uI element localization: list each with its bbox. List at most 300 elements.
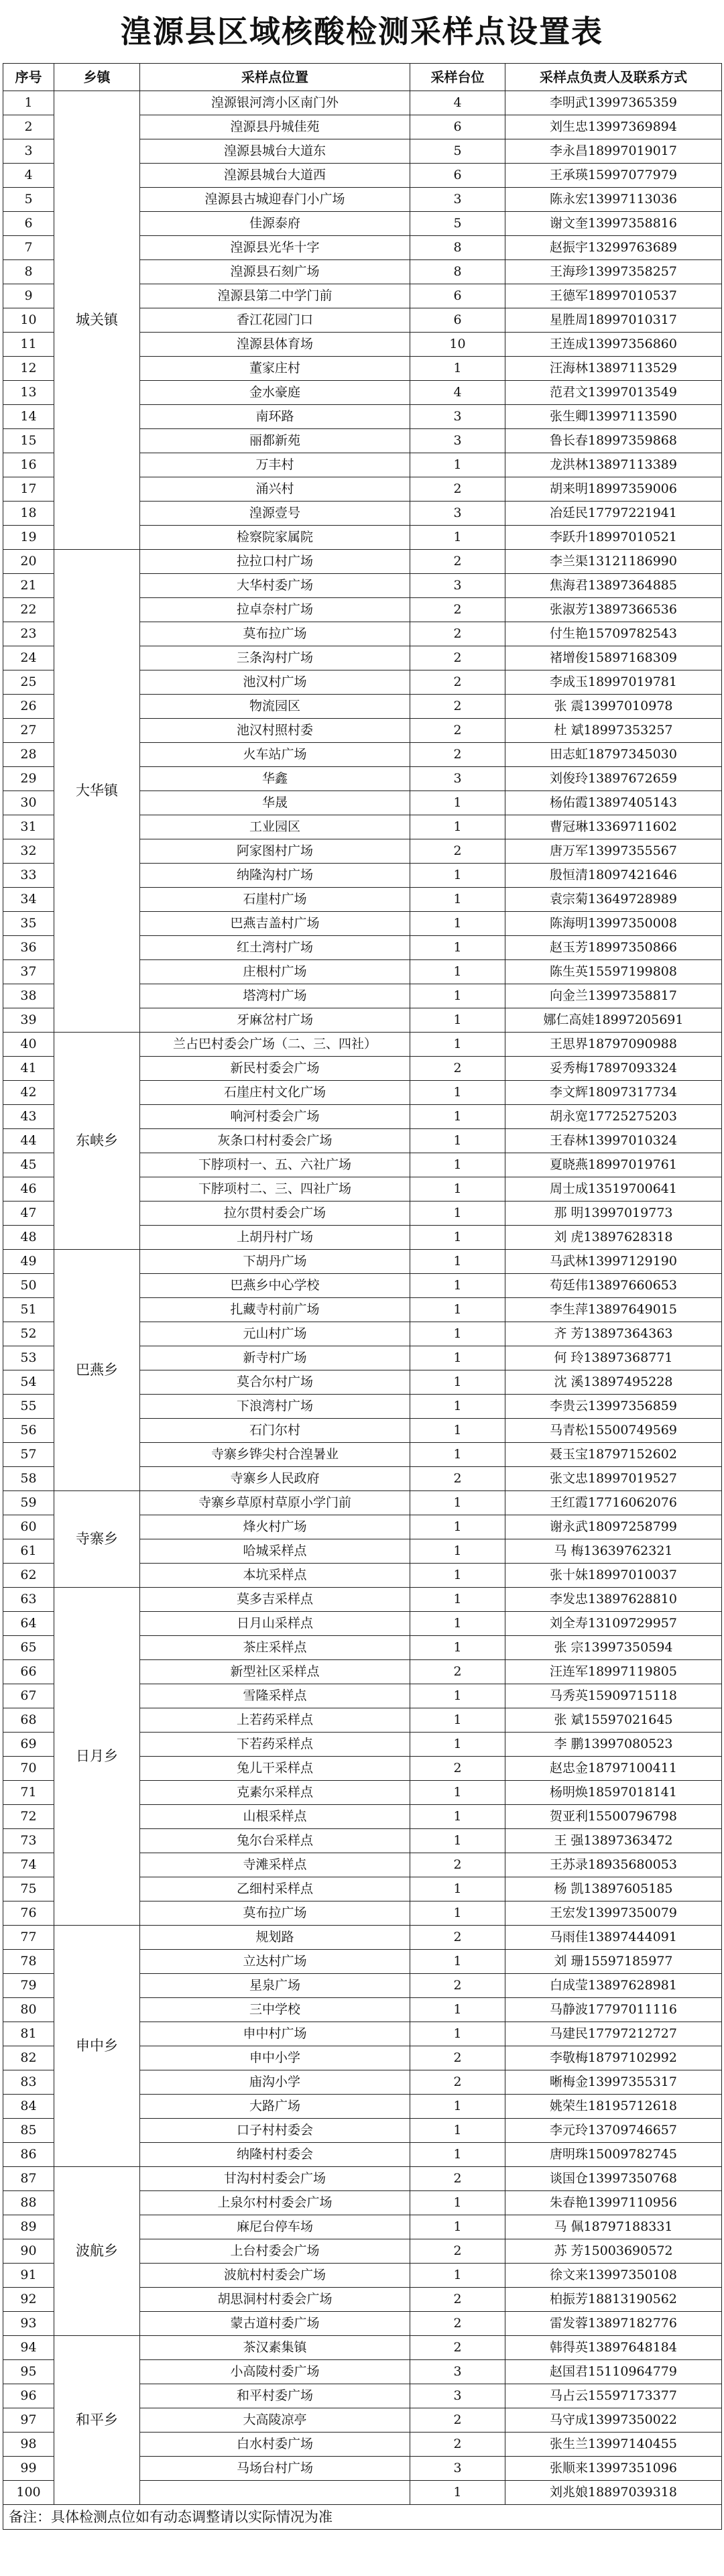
- location-cell: 湟源县古城迎春门小广场: [140, 188, 410, 212]
- stations-cell: 1: [410, 2264, 505, 2288]
- contact-cell: 向金兰13997358817: [505, 984, 722, 1008]
- stations-cell: 2: [410, 1853, 505, 1877]
- row-index: 83: [3, 2070, 54, 2095]
- stations-cell: 1: [410, 1684, 505, 1708]
- row-index: 68: [3, 1708, 54, 1733]
- table-row: [3, 2167, 722, 2191]
- location-cell: 石门尔村: [140, 1419, 410, 1443]
- row-index: 36: [3, 936, 54, 960]
- location-cell: 响河村委会广场: [140, 1105, 410, 1129]
- contact-cell: 妥秀梅17897093324: [505, 1057, 722, 1081]
- contact-cell: 李发忠13897628810: [505, 1588, 722, 1612]
- stations-cell: 2: [410, 1660, 505, 1684]
- stations-cell: 2: [410, 2408, 505, 2433]
- contact-cell: 马秀英15909715118: [505, 1684, 722, 1708]
- row-index: 7: [3, 236, 54, 260]
- contact-cell: 那 明13997019773: [505, 1202, 722, 1226]
- contact-cell: 李明武13997365359: [505, 91, 722, 115]
- contact-cell: 姚荣生18195712618: [505, 2095, 722, 2119]
- contact-cell: 龙洪林13897113389: [505, 453, 722, 477]
- contact-cell: 马武林13997129190: [505, 1250, 722, 1274]
- stations-cell: 2: [410, 1467, 505, 1491]
- contact-cell: 田志虹18797345030: [505, 743, 722, 767]
- contact-cell: 聂玉宝18797152602: [505, 1443, 722, 1467]
- town-name: 寺寨乡: [54, 1491, 140, 1588]
- location-cell: 兔尔台采样点: [140, 1829, 410, 1853]
- location-cell: 华鑫: [140, 767, 410, 791]
- stations-cell: 1: [410, 2143, 505, 2167]
- contact-cell: 晰梅金13997355317: [505, 2070, 722, 2095]
- contact-cell: 李生萍13897649015: [505, 1298, 722, 1322]
- location-cell: 检察院家属院: [140, 526, 410, 550]
- location-cell: 规划路: [140, 1926, 410, 1950]
- row-index: 21: [3, 574, 54, 598]
- contact-cell: 胡来明18997359006: [505, 477, 722, 502]
- row-index: 59: [3, 1491, 54, 1515]
- town-name: 申中乡: [54, 1926, 140, 2167]
- location-cell: 茶庄采样点: [140, 1636, 410, 1660]
- location-cell: 乙细村采样点: [140, 1877, 410, 1901]
- contact-cell: 赵振宇13299763689: [505, 236, 722, 260]
- stations-cell: 8: [410, 260, 505, 284]
- stations-cell: 1: [410, 2191, 505, 2215]
- row-index: 45: [3, 1153, 54, 1177]
- contact-cell: 马青松15500749569: [505, 1419, 722, 1443]
- town-name: 东峡乡: [54, 1033, 140, 1250]
- row-index: 26: [3, 695, 54, 719]
- contact-cell: 贺亚利15500796798: [505, 1805, 722, 1829]
- location-cell: 口子村村委会: [140, 2119, 410, 2143]
- location-cell: 莫布拉广场: [140, 1901, 410, 1926]
- stations-cell: 1: [410, 1250, 505, 1274]
- row-index: 48: [3, 1226, 54, 1250]
- stations-cell: 2: [410, 839, 505, 864]
- location-cell: 丽都新苑: [140, 429, 410, 453]
- location-cell: 兰占巴村委会广场（二、三、四社）: [140, 1033, 410, 1057]
- row-index: 74: [3, 1853, 54, 1877]
- town-name: 和平乡: [54, 2336, 140, 2505]
- stations-cell: 3: [410, 574, 505, 598]
- row-index: 76: [3, 1901, 54, 1926]
- row-index: 57: [3, 1443, 54, 1467]
- stations-cell: 1: [410, 1177, 505, 1202]
- stations-cell: 1: [410, 1877, 505, 1901]
- stations-cell: 1: [410, 2481, 505, 2505]
- row-index: 99: [3, 2457, 54, 2481]
- location-cell: 大华村委广场: [140, 574, 410, 598]
- row-index: 13: [3, 381, 54, 405]
- location-cell: 莫合尔村广场: [140, 1370, 410, 1395]
- stations-cell: 1: [410, 357, 505, 381]
- contact-cell: 谢永武18097258799: [505, 1515, 722, 1539]
- contact-cell: 苟廷伟13897660653: [505, 1274, 722, 1298]
- contact-cell: 杨佑霞13897405143: [505, 791, 722, 815]
- location-cell: 寺滩采样点: [140, 1853, 410, 1877]
- row-index: 79: [3, 1974, 54, 1998]
- row-index: 31: [3, 815, 54, 839]
- stations-cell: 1: [410, 1829, 505, 1853]
- location-cell: 寺寨乡草原村草原小学门前: [140, 1491, 410, 1515]
- contact-cell: 娜仁高娃18997205691: [505, 1008, 722, 1033]
- stations-cell: 3: [410, 2360, 505, 2384]
- stations-cell: 3: [410, 405, 505, 429]
- location-cell: 莫布拉广场: [140, 622, 410, 646]
- table-row: [3, 91, 722, 115]
- stations-cell: 3: [410, 2384, 505, 2408]
- row-index: 11: [3, 333, 54, 357]
- stations-cell: 2: [410, 670, 505, 695]
- stations-cell: 1: [410, 984, 505, 1008]
- row-index: 85: [3, 2119, 54, 2143]
- row-index: 88: [3, 2191, 54, 2215]
- header-contact: 采样点负责人及联系方式: [505, 64, 722, 91]
- row-index: 17: [3, 477, 54, 502]
- row-index: 58: [3, 1467, 54, 1491]
- location-cell: 佳源泰府: [140, 212, 410, 236]
- contact-cell: 殷恒清18097421646: [505, 864, 722, 888]
- row-index: 89: [3, 2215, 54, 2239]
- stations-cell: 1: [410, 1443, 505, 1467]
- stations-cell: 2: [410, 646, 505, 670]
- location-cell: 茶汉素集镇: [140, 2336, 410, 2360]
- row-index: 94: [3, 2336, 54, 2360]
- contact-cell: 李兰渠13121186990: [505, 550, 722, 574]
- row-index: 23: [3, 622, 54, 646]
- row-index: 34: [3, 888, 54, 912]
- stations-cell: 4: [410, 381, 505, 405]
- stations-cell: 2: [410, 1057, 505, 1081]
- stations-cell: 1: [410, 1901, 505, 1926]
- row-index: 67: [3, 1684, 54, 1708]
- stations-cell: 1: [410, 1950, 505, 1974]
- contact-cell: 李成玉18997019781: [505, 670, 722, 695]
- location-cell: 巴燕吉盖村广场: [140, 912, 410, 936]
- location-cell: 新寺村广场: [140, 1346, 410, 1370]
- contact-cell: 谢文奎13997358816: [505, 212, 722, 236]
- row-index: 35: [3, 912, 54, 936]
- row-index: 32: [3, 839, 54, 864]
- location-cell: 万丰村: [140, 453, 410, 477]
- row-index: 10: [3, 308, 54, 333]
- stations-cell: 1: [410, 1998, 505, 2022]
- location-cell: 物流园区: [140, 695, 410, 719]
- town-name: 城关镇: [54, 91, 140, 550]
- table-body: [3, 91, 722, 2530]
- stations-cell: 1: [410, 1708, 505, 1733]
- location-cell: 阿家图村广场: [140, 839, 410, 864]
- stations-cell: 1: [410, 815, 505, 839]
- location-cell: 蒙古道村委广场: [140, 2312, 410, 2336]
- location-cell: 巴燕乡中心学校: [140, 1274, 410, 1298]
- row-index: 53: [3, 1346, 54, 1370]
- contact-cell: 马静波17797011116: [505, 1998, 722, 2022]
- location-cell: 和平村委广场: [140, 2384, 410, 2408]
- stations-cell: 1: [410, 1081, 505, 1105]
- table-row: [3, 1033, 722, 1057]
- row-index: 61: [3, 1539, 54, 1564]
- table-row: [3, 1926, 722, 1950]
- location-cell: 烽火村广场: [140, 1515, 410, 1539]
- contact-cell: 刘兆娘18897039318: [505, 2481, 722, 2505]
- row-index: 82: [3, 2046, 54, 2070]
- table-row: [3, 2336, 722, 2360]
- row-index: 96: [3, 2384, 54, 2408]
- contact-cell: 齐 芳13897364363: [505, 1322, 722, 1346]
- contact-cell: 李贵云13997356859: [505, 1395, 722, 1419]
- row-index: 80: [3, 1998, 54, 2022]
- row-index: 92: [3, 2288, 54, 2312]
- row-index: 42: [3, 1081, 54, 1105]
- header-location: 采样点位置: [140, 64, 410, 91]
- location-cell: 金水豪庭: [140, 381, 410, 405]
- stations-cell: 1: [410, 1274, 505, 1298]
- contact-cell: 曹冠琳13369711602: [505, 815, 722, 839]
- contact-cell: 雷发蓉13897182776: [505, 2312, 722, 2336]
- location-cell: 大路广场: [140, 2095, 410, 2119]
- table-row: [3, 1491, 722, 1515]
- contact-cell: 王苏录18935680053: [505, 1853, 722, 1877]
- contact-cell: 张 宗13997350594: [505, 1636, 722, 1660]
- row-index: 19: [3, 526, 54, 550]
- stations-cell: 1: [410, 1298, 505, 1322]
- contact-cell: 韩得英13897648184: [505, 2336, 722, 2360]
- location-cell: 本坑采样点: [140, 1564, 410, 1588]
- contact-cell: 马 佩18797188331: [505, 2215, 722, 2239]
- row-index: 64: [3, 1612, 54, 1636]
- location-cell: 上台村委会广场: [140, 2239, 410, 2264]
- row-index: 8: [3, 260, 54, 284]
- stations-cell: 2: [410, 1926, 505, 1950]
- contact-cell: 付生艳15709782543: [505, 622, 722, 646]
- sampling-points-table: [3, 63, 722, 2530]
- location-cell: 上若药采样点: [140, 1708, 410, 1733]
- contact-cell: 唐万军13997355567: [505, 839, 722, 864]
- contact-cell: 马 梅13639762321: [505, 1539, 722, 1564]
- contact-cell: 马建民17797212727: [505, 2022, 722, 2046]
- row-index: 6: [3, 212, 54, 236]
- stations-cell: 6: [410, 284, 505, 308]
- table-header-row: [3, 64, 722, 91]
- row-index: 5: [3, 188, 54, 212]
- location-cell: 湟源县丹城佳苑: [140, 115, 410, 139]
- contact-cell: 王德军18997010537: [505, 284, 722, 308]
- stations-cell: 1: [410, 1515, 505, 1539]
- row-index: 44: [3, 1129, 54, 1153]
- contact-cell: 李跃升18997010521: [505, 526, 722, 550]
- row-index: 38: [3, 984, 54, 1008]
- location-cell: 纳隆村村委会: [140, 2143, 410, 2167]
- row-index: 56: [3, 1419, 54, 1443]
- contact-cell: 焦海君13897364885: [505, 574, 722, 598]
- header-stations: 采样台位: [410, 64, 505, 91]
- contact-cell: 王春林13997010324: [505, 1129, 722, 1153]
- location-cell: 寺寨乡铧尖村合湟暑业: [140, 1443, 410, 1467]
- location-cell: 湟源县石刻广场: [140, 260, 410, 284]
- location-cell: 红土湾村广场: [140, 936, 410, 960]
- contact-cell: 徐文来13997350108: [505, 2264, 722, 2288]
- stations-cell: 2: [410, 2312, 505, 2336]
- contact-cell: 白成莹13897628981: [505, 1974, 722, 1998]
- contact-cell: 张生卿13997113590: [505, 405, 722, 429]
- row-index: 78: [3, 1950, 54, 1974]
- row-index: 14: [3, 405, 54, 429]
- location-cell: 山根采样点: [140, 1805, 410, 1829]
- location-cell: 雪隆采样点: [140, 1684, 410, 1708]
- stations-cell: 1: [410, 1781, 505, 1805]
- town-name: 巴燕乡: [54, 1250, 140, 1491]
- location-cell: 石崖庄村文化广场: [140, 1081, 410, 1105]
- stations-cell: 1: [410, 453, 505, 477]
- location-cell: 华晟: [140, 791, 410, 815]
- stations-cell: 1: [410, 960, 505, 984]
- stations-cell: 1: [410, 1008, 505, 1033]
- row-index: 54: [3, 1370, 54, 1395]
- contact-cell: 冶廷民17797221941: [505, 502, 722, 526]
- stations-cell: 3: [410, 429, 505, 453]
- stations-cell: 1: [410, 888, 505, 912]
- stations-cell: 1: [410, 1370, 505, 1395]
- stations-cell: 6: [410, 308, 505, 333]
- stations-cell: 1: [410, 1612, 505, 1636]
- stations-cell: 3: [410, 2457, 505, 2481]
- contact-cell: 苏 芳15003690572: [505, 2239, 722, 2264]
- location-cell: 立达村广场: [140, 1950, 410, 1974]
- row-index: 15: [3, 429, 54, 453]
- contact-cell: 柏振芳18813190562: [505, 2288, 722, 2312]
- contact-cell: 朱春艳13997110956: [505, 2191, 722, 2215]
- location-cell: 董家庄村: [140, 357, 410, 381]
- row-index: 93: [3, 2312, 54, 2336]
- row-index: 86: [3, 2143, 54, 2167]
- location-cell: 甘沟村村委会广场: [140, 2167, 410, 2191]
- row-index: 63: [3, 1588, 54, 1612]
- row-index: 25: [3, 670, 54, 695]
- contact-cell: 何 玲13897368771: [505, 1346, 722, 1370]
- row-index: 47: [3, 1202, 54, 1226]
- contact-cell: 胡永宽17725275203: [505, 1105, 722, 1129]
- contact-cell: 张 斌15597021645: [505, 1708, 722, 1733]
- stations-cell: 1: [410, 1539, 505, 1564]
- row-index: 40: [3, 1033, 54, 1057]
- location-cell: 南环路: [140, 405, 410, 429]
- contact-cell: 汪连军18997119805: [505, 1660, 722, 1684]
- row-index: 84: [3, 2095, 54, 2119]
- stations-cell: 4: [410, 91, 505, 115]
- stations-cell: 2: [410, 477, 505, 502]
- contact-cell: 沈 溪13897495228: [505, 1370, 722, 1395]
- row-index: 39: [3, 1008, 54, 1033]
- location-cell: 庙沟小学: [140, 2070, 410, 2095]
- stations-cell: 1: [410, 1322, 505, 1346]
- location-cell: 拉尔贯村委会广场: [140, 1202, 410, 1226]
- stations-cell: 1: [410, 1033, 505, 1057]
- location-cell: 湟源县城台大道西: [140, 164, 410, 188]
- contact-cell: 鲁长春18997359868: [505, 429, 722, 453]
- stations-cell: 2: [410, 2167, 505, 2191]
- contact-cell: 张文忠18997019527: [505, 1467, 722, 1491]
- town-name: 波航乡: [54, 2167, 140, 2336]
- town-name: 大华镇: [54, 550, 140, 1033]
- contact-cell: 刘 虎13897628318: [505, 1226, 722, 1250]
- header-index: 序号: [3, 64, 54, 91]
- location-cell: 日月山采样点: [140, 1612, 410, 1636]
- row-index: 65: [3, 1636, 54, 1660]
- row-index: 3: [3, 139, 54, 164]
- location-cell: 下胡丹广场: [140, 1250, 410, 1274]
- location-cell: 麻尼台停车场: [140, 2215, 410, 2239]
- contact-cell: 马守成13997350022: [505, 2408, 722, 2433]
- contact-cell: 王红霞17716062076: [505, 1491, 722, 1515]
- row-index: 73: [3, 1829, 54, 1853]
- stations-cell: 6: [410, 164, 505, 188]
- row-index: 90: [3, 2239, 54, 2264]
- stations-cell: 2: [410, 622, 505, 646]
- location-cell: 下脖项村一、五、六社广场: [140, 1153, 410, 1177]
- location-cell: 哈城采样点: [140, 1539, 410, 1564]
- location-cell: 庄根村广场: [140, 960, 410, 984]
- location-cell: 湟源壹号: [140, 502, 410, 526]
- location-cell: 牙麻岔村广场: [140, 1008, 410, 1033]
- row-index: 95: [3, 2360, 54, 2384]
- location-cell: 涌兴村: [140, 477, 410, 502]
- contact-cell: 刘俊玲13897672659: [505, 767, 722, 791]
- location-cell: 莫多吉采样点: [140, 1588, 410, 1612]
- stations-cell: 3: [410, 502, 505, 526]
- location-cell: 工业园区: [140, 815, 410, 839]
- contact-cell: 李元玲13709746657: [505, 2119, 722, 2143]
- location-cell: 新民村委会广场: [140, 1057, 410, 1081]
- row-index: 52: [3, 1322, 54, 1346]
- stations-cell: 10: [410, 333, 505, 357]
- location-cell: 拉拉口村广场: [140, 550, 410, 574]
- row-index: 91: [3, 2264, 54, 2288]
- stations-cell: 2: [410, 695, 505, 719]
- row-index: 81: [3, 2022, 54, 2046]
- stations-cell: 1: [410, 1588, 505, 1612]
- row-index: 46: [3, 1177, 54, 1202]
- stations-cell: 1: [410, 1226, 505, 1250]
- location-cell: 下浪湾村广场: [140, 1395, 410, 1419]
- stations-cell: 6: [410, 115, 505, 139]
- stations-cell: 8: [410, 236, 505, 260]
- table-row: [3, 1250, 722, 1274]
- location-cell: 克素尔采样点: [140, 1781, 410, 1805]
- row-index: 69: [3, 1733, 54, 1757]
- contact-cell: 陈永宏13997113036: [505, 188, 722, 212]
- contact-cell: 张生兰13997140455: [505, 2433, 722, 2457]
- contact-cell: 李 鹏13997080523: [505, 1733, 722, 1757]
- contact-cell: 李永昌18997019017: [505, 139, 722, 164]
- contact-cell: 张淑芳13897366536: [505, 598, 722, 622]
- row-index: 29: [3, 767, 54, 791]
- contact-cell: 赵国君15110964779: [505, 2360, 722, 2384]
- location-cell: 湟源县体育场: [140, 333, 410, 357]
- row-index: 41: [3, 1057, 54, 1081]
- stations-cell: 1: [410, 864, 505, 888]
- contact-cell: 杜 斌18997353257: [505, 719, 722, 743]
- contact-cell: 王 强13897363472: [505, 1829, 722, 1853]
- row-index: 4: [3, 164, 54, 188]
- row-index: 28: [3, 743, 54, 767]
- contact-cell: 王思界18797090988: [505, 1033, 722, 1057]
- row-index: 75: [3, 1877, 54, 1901]
- contact-cell: 王海珍13997358257: [505, 260, 722, 284]
- row-index: 18: [3, 502, 54, 526]
- stations-cell: 1: [410, 1491, 505, 1515]
- location-cell: 石崖村广场: [140, 888, 410, 912]
- row-index: 1: [3, 91, 54, 115]
- location-cell: 寺寨乡人民政府: [140, 1467, 410, 1491]
